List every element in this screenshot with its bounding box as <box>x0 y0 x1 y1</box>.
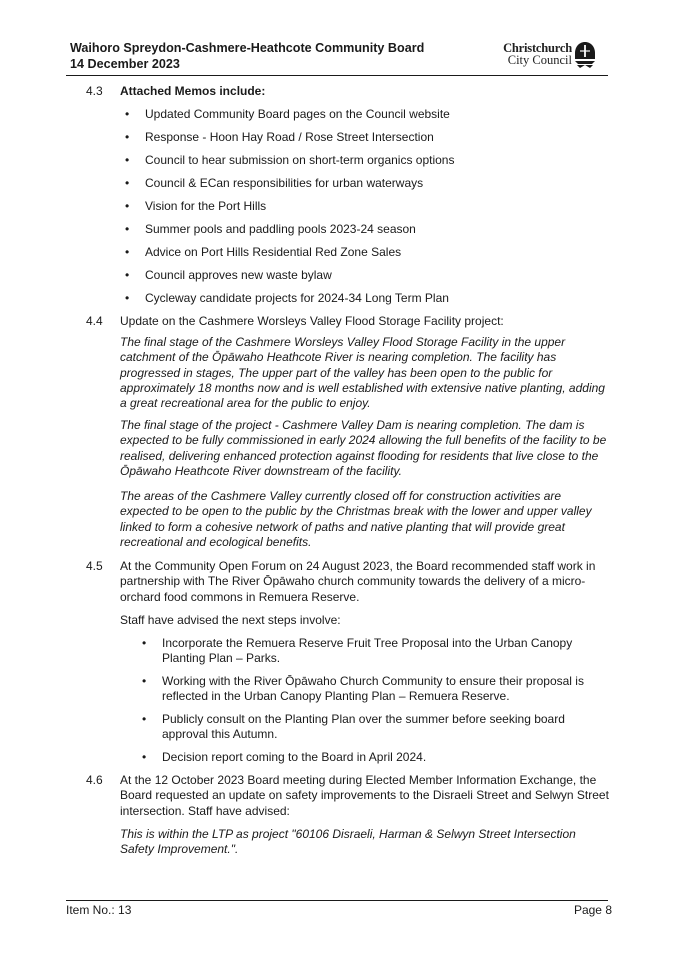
next-step-item: • Publicly consult on the Planting Plan over the summer before seeking board approval this Autumn. <box>142 712 565 742</box>
bullet-icon: • <box>125 222 130 236</box>
logo-line2: City Council <box>507 53 572 67</box>
bullet-icon: • <box>125 291 130 305</box>
logo-line1: Christchurch <box>503 41 572 55</box>
item-number-4-3: 4.3 <box>86 84 103 98</box>
memo-list-item: • Summer pools and paddling pools 2023-24 season <box>125 222 416 236</box>
memo-list-item: • Updated Community Board pages on the Council website <box>125 107 450 121</box>
flood-storage-paragraph-3: The areas of the Cashmere Valley currently closed off for construction activities are expected to be open to the public by the Christmas break with the lower and upper valley linked to form a cohesive network of paths and native planting that will provide great recreational and ecological benefits. <box>120 489 592 549</box>
bullet-icon: • <box>125 176 130 190</box>
next-step-item: • Working with the River Ōpāwaho Church Community to ensure their proposal is reflected in the Urban Canopy Planting Plan – Remuera Reserve. <box>142 674 584 704</box>
memo-list-item: • Advice on Port Hills Residential Red Zone Sales <box>125 245 402 259</box>
item-number-4-4: 4.4 <box>86 314 103 328</box>
bullet-icon: • <box>125 268 130 282</box>
item-number-4-5: 4.5 <box>86 559 103 573</box>
open-forum-paragraph: At the Community Open Forum on 24 August 2023, the Board recommended staff work in partnership with The River Ōpāwaho church community towards the delivery of a micro-orchard food commons in Remuera Reserve. <box>120 559 596 604</box>
next-steps-lead: Staff have advised the next steps involve: <box>120 613 341 627</box>
memo-list-item: • Council & ECan responsibilities for urban waterways <box>125 176 424 190</box>
memo-list-item: • Cycleway candidate projects for 2024-34 Long Term Plan <box>125 291 449 305</box>
flood-storage-paragraph-2: The final stage of the project - Cashmere Valley Dam is nearing completion. The dam is expected to be fully commissioned in early 2024 allowing the full benefits of the facility to be realised, delivering enhanced protection against flooding for residents that live close to the Ōpāwaho Heathcote River downstream of the facility. <box>120 418 607 478</box>
footer-divider <box>66 900 608 901</box>
bullet-icon: • <box>142 712 147 726</box>
header-divider <box>66 75 608 76</box>
next-step-item: • Incorporate the Remuera Reserve Fruit Tree Proposal into the Urban Canopy Planting Plan – Parks. <box>142 636 573 666</box>
item-number-4-6: 4.6 <box>86 773 103 787</box>
attached-memos-heading: Attached Memos include: <box>120 84 266 98</box>
memo-list-item: • Council approves new waste bylaw <box>125 268 332 282</box>
bullet-icon: • <box>142 674 147 688</box>
bullet-icon: • <box>125 199 130 213</box>
page-number: Page 8 <box>573 903 612 917</box>
memo-list-item: • Response - Hoon Hay Road / Rose Street Intersection <box>125 130 434 144</box>
cathedral-logo-icon <box>574 42 596 68</box>
memo-list-item: • Council to hear submission on short-term organics options <box>125 153 455 167</box>
memo-list-item: • Vision for the Port Hills <box>125 199 267 213</box>
bullet-icon: • <box>125 245 130 259</box>
council-logo <box>496 42 600 72</box>
bullet-icon: • <box>125 130 130 144</box>
item-number-footer: Item No.: 13 <box>66 903 132 917</box>
next-step-item: • Decision report coming to the Board in April 2024. <box>142 750 427 764</box>
bullet-icon: • <box>125 107 130 121</box>
flood-storage-intro: Update on the Cashmere Worsleys Valley Flood Storage Facility project: <box>120 314 504 328</box>
bullet-icon: • <box>125 153 130 167</box>
safety-update-paragraph: At the 12 October 2023 Board meeting during Elected Member Information Exchange, the Board requested an update on safety improvements to the Disraeli Street and Selwyn Street intersection. Staff have advised: <box>120 773 609 818</box>
board-name: Waihoro Spreydon-Cashmere-Heathcote Community Board <box>70 41 425 55</box>
meeting-date: 14 December 2023 <box>70 57 180 71</box>
bullet-icon: • <box>142 636 147 650</box>
flood-storage-paragraph-1: The final stage of the Cashmere Worsleys Valley Flood Storage Facility in the upper catchment of the Ōpāwaho Heathcote River is nearing completion. The facility has progressed in stages, The upper part of the valley has been open to the public for approximately 18 months now and is well established with extensive native planting, adding a great recreational area for the public to enjoy. <box>120 335 605 411</box>
ltp-project-note: This is within the LTP as project "60106 Disraeli, Harman & Selwyn Street Intersection Safety Improvement.". <box>120 827 576 857</box>
bullet-icon: • <box>142 750 147 764</box>
